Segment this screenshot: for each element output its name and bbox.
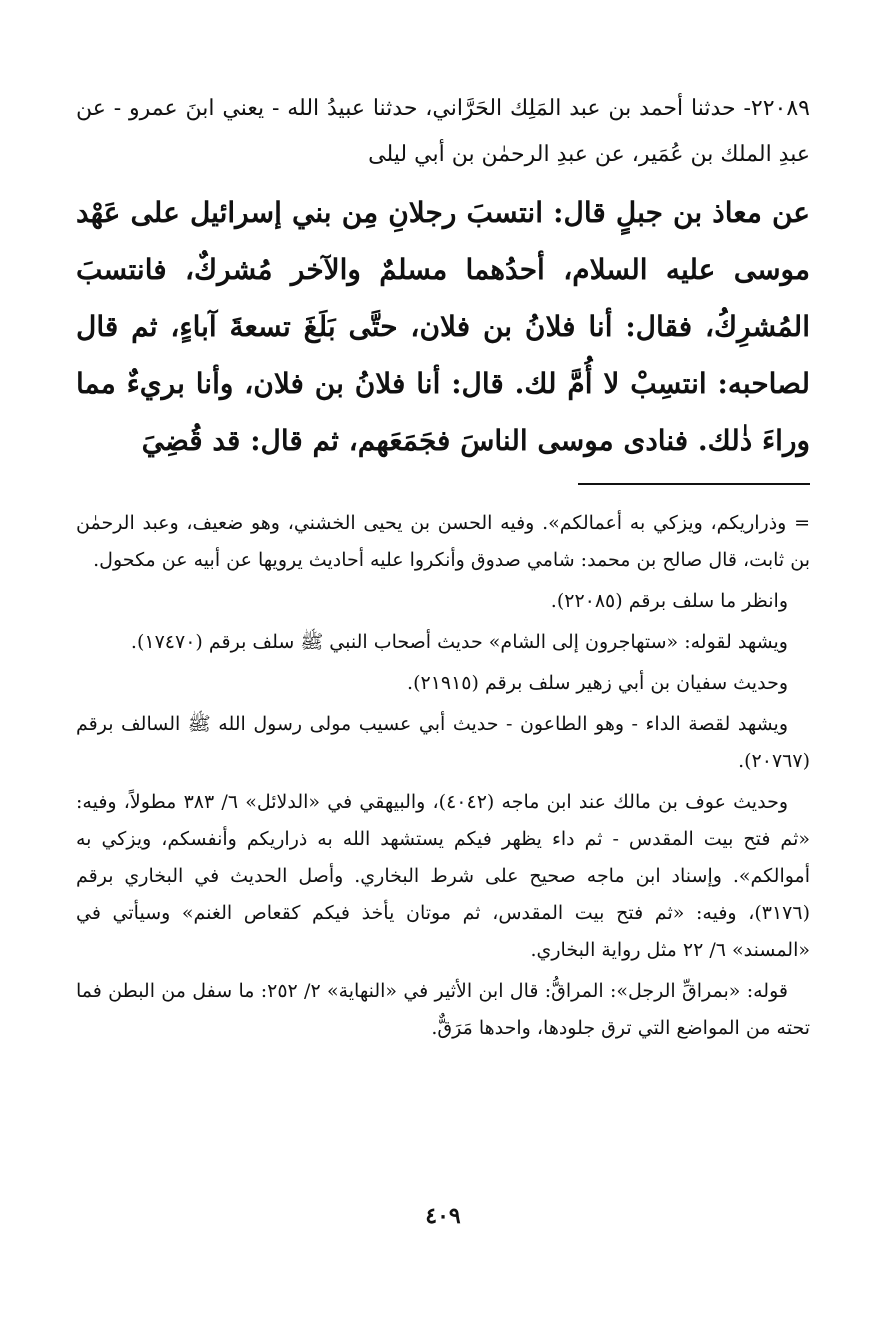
hadith-isnad (76, 86, 810, 178)
matn-text: عن معاذ بن جبلٍ قال: انتسبَ رجلانِ مِن بني إسرائيل على عَهْد موسى عليه السلام، أحدُهما مسلمٌ والآخر مُشركٌ، فانتسبَ المُشرِكُ، فقال: أنا فلانُ بن فلان، حتَّى بَلَغَ تسعةَ آباءٍ، ثم قال لصاحبه: انتسِبْ لا أُمَّ لك. قال: أنا فلانُ بن فلان، وأنا بريءٌ مما وراءَ ذٰلك. فنادى موسى الناسَ فجَمَعَهم، ثم قال: قد قُضِيَ (76, 196, 810, 457)
footnote-paragraph: ويشهد لقوله: «ستهاجرون إلى الشام» حديث أصحاب النبي ﷺ سلف برقم (١٧٤٧٠). (130, 631, 788, 653)
footnote-separator (578, 483, 810, 485)
isnad-text: ٢٢٠٨٩- حدثنا أحمد بن عبد المَلِك الحَرَّاني، حدثنا عبيدُ الله - يعني ابنَ عمرو - عن عبدِ الملك بن عُمَير، عن عبدِ الرحمٰن بن أبي ليلى (76, 96, 810, 167)
footnote-paragraph: ويشهد لقصة الداء - وهو الطاعون - حديث أبي عسيب مولى رسول الله ﷺ السالف برقم (٢٠٧٦٧). (76, 713, 810, 772)
footnote-paragraph: وانظر ما سلف برقم (٢٢٠٨٥). (550, 590, 788, 612)
footnotes-section (76, 505, 810, 1051)
hadith-matn (76, 184, 810, 469)
footnote-paragraph: وحديث عوف بن مالك عند ابن ماجه (٤٠٤٢)، والبيهقي في «الدلائل» ٦/ ٣٨٣ مطولاً، وفيه: «ثم فتح بيت المقدس - ثم داء يظهر فيكم يستشهد الله به ذراريكم وأنفسكم، ويزكي به أموالكم». وإسناد ابن ماجه صحيح على شرط البخاري. وأصل الحديث في البخاري برقم (٣١٧٦)، وفيه: «ثم فتح بيت المقدس، ثم موتان يأخذ فيكم كقعاص الغنم» وسيأتي في «المسند» ٦/ ٢٢ مثل رواية البخاري. (76, 791, 810, 961)
footnote-paragraph: وحديث سفيان بن أبي زهير سلف برقم (٢١٩١٥). (407, 672, 788, 694)
footnote-paragraph: = وذراريكم، ويزكي به أعمالكم». وفيه الحسن بن يحيى الخشني، وهو ضعيف، وعبد الرحمٰن بن ثابت، قال صالح بن محمد: شامي صدوق وأنكروا عليه أحاديث يرويها عن أبيه عن مكحول. (76, 512, 810, 571)
page-number: ٤٠٩ (425, 1203, 461, 1229)
footnote-paragraph: قوله: «بمراقِّ الرجل»: المراقُّ: قال ابن الأثير في «النهاية» ٢/ ٢٥٢: ما سفل من البطن فما تحته من المواضع التي ترق جلودها، واحدها مَرَقٌّ. (76, 980, 810, 1039)
